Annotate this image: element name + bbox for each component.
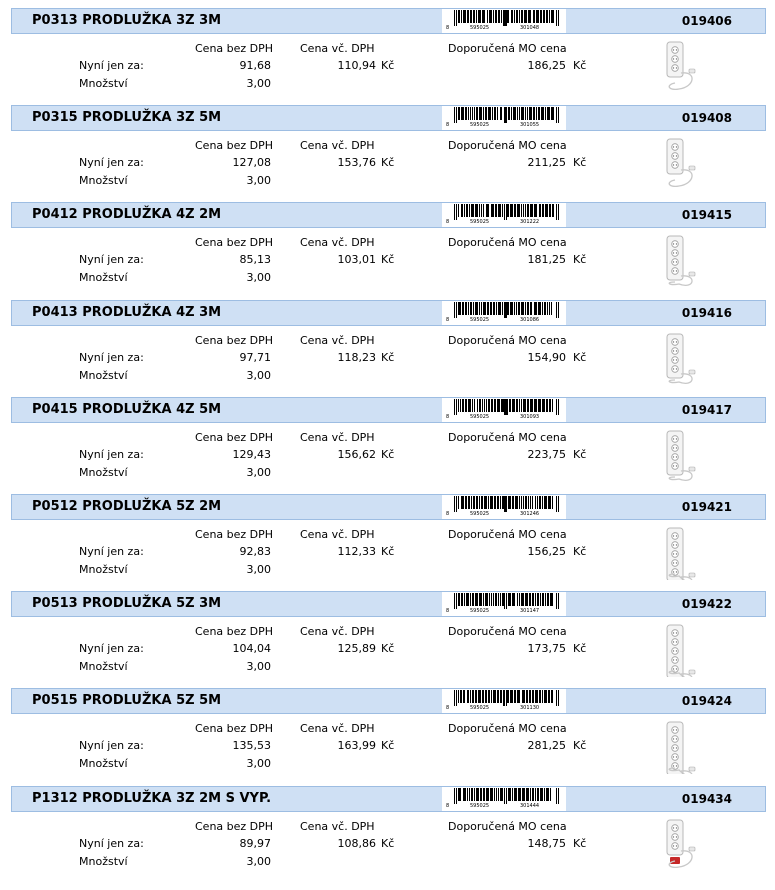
- price-gross-label: Cena vč. DPH: [300, 139, 375, 153]
- product-row: [0, 97, 775, 194]
- currency-label: Kč: [573, 447, 587, 461]
- barcode: [442, 203, 566, 227]
- quantity-label: Množství: [79, 77, 128, 90]
- barcode-right-digits: 301444: [520, 802, 540, 809]
- quantity-value: 3,00: [246, 757, 271, 771]
- barcode-bars: [446, 399, 560, 415]
- barcode-digit: 8: [446, 25, 450, 31]
- price-gross-value: 103,01: [337, 253, 376, 267]
- product-row: [0, 583, 775, 680]
- currency-label: Kč: [381, 739, 395, 753]
- quantity-label: Množství: [79, 562, 128, 576]
- barcode-right-digits: 301048: [520, 25, 540, 31]
- price-net-label: Cena bez DPH: [195, 722, 274, 736]
- product-code: 019417: [681, 402, 732, 417]
- product-header: [11, 300, 766, 326]
- price-net-label: Cena bez DPH: [195, 236, 274, 250]
- barcode: [442, 689, 566, 713]
- barcode-bars: [446, 10, 560, 26]
- barcode-right-digits: 301147: [520, 608, 540, 615]
- price-gross-value: 153,76: [337, 156, 376, 170]
- currency-label: Kč: [573, 836, 587, 850]
- barcode-left-digits: 595025: [470, 122, 490, 129]
- quantity-label: Množství: [79, 757, 128, 771]
- now-only-label: Nyní jen za:: [79, 350, 144, 364]
- recommended-price-value: 154,90: [527, 350, 566, 364]
- barcode-right-digits: 301086: [520, 316, 540, 323]
- recommended-price-value: 173,75: [527, 642, 566, 656]
- recommended-price-value: 156,25: [527, 544, 566, 558]
- barcode-bars: [446, 302, 560, 318]
- extension-cord-image[interactable]: [657, 38, 699, 94]
- quantity-label: Množství: [79, 174, 128, 188]
- extension-cord-image[interactable]: [657, 816, 699, 872]
- barcode-digit: 8: [446, 316, 450, 323]
- barcode: [442, 398, 566, 422]
- price-gross-value: 163,99: [337, 739, 376, 753]
- recommended-price-value: 148,75: [527, 836, 566, 850]
- price-gross-label: Cena vč. DPH: [300, 333, 375, 347]
- extension-cord-image[interactable]: [657, 232, 699, 288]
- price-net-value: 89,97: [239, 836, 271, 850]
- product-row: [0, 486, 775, 583]
- product-header: [11, 397, 766, 423]
- price-gross-value: 112,33: [337, 544, 376, 558]
- recommended-price-label: Doporučená MO cena: [448, 819, 567, 833]
- currency-label: Kč: [573, 544, 587, 558]
- product-title[interactable]: P0415 PRODLUŽKA 4Z 5M: [32, 401, 222, 417]
- barcode-left-digits: 595025: [470, 219, 490, 226]
- quantity-label: Množství: [79, 271, 128, 285]
- barcode-digit: 8: [446, 122, 450, 129]
- extension-cord-image[interactable]: [657, 718, 699, 774]
- product-code: 019415: [681, 208, 732, 223]
- quantity-label: Množství: [79, 465, 128, 479]
- currency-label: Kč: [381, 350, 395, 364]
- product-title[interactable]: P0515 PRODLUŽKA 5Z 5M: [32, 693, 222, 709]
- recommended-price-label: Doporučená MO cena: [448, 722, 567, 736]
- now-only-label: Nyní jen za:: [79, 836, 144, 850]
- barcode-right-digits: 301222: [520, 219, 540, 226]
- product-code: 019416: [681, 305, 732, 320]
- barcode-right-digits: 301130: [520, 705, 540, 712]
- quantity-value: 3,00: [246, 368, 271, 382]
- quantity-value: 3,00: [246, 562, 271, 576]
- now-only-label: Nyní jen za:: [79, 59, 144, 72]
- product-title[interactable]: P0315 PRODLUŽKA 3Z 5M: [32, 110, 222, 126]
- product-header: [11, 105, 766, 131]
- product-row: [0, 194, 775, 291]
- price-net-label: Cena bez DPH: [195, 819, 274, 833]
- recommended-price-label: Doporučená MO cena: [448, 139, 567, 153]
- product-code: 019408: [681, 111, 732, 126]
- price-gross-value: 125,89: [337, 642, 376, 656]
- product-header: [11, 786, 766, 812]
- extension-cord-image[interactable]: [657, 427, 699, 483]
- barcode-right-digits: 301246: [520, 510, 540, 517]
- currency-label: Kč: [573, 156, 587, 170]
- barcode-bars: [446, 788, 560, 804]
- price-gross-value: 108,86: [337, 836, 376, 850]
- product-title[interactable]: P0313 PRODLUŽKA 3Z 3M: [32, 13, 222, 28]
- product-code: 019406: [681, 14, 732, 28]
- extension-cord-image[interactable]: [657, 330, 699, 386]
- product-header: [11, 591, 766, 617]
- product-row: [0, 778, 775, 875]
- recommended-price-label: Doporučená MO cena: [448, 333, 567, 347]
- recommended-price-value: 281,25: [527, 739, 566, 753]
- now-only-label: Nyní jen za:: [79, 253, 144, 267]
- price-net-label: Cena bez DPH: [195, 625, 274, 639]
- barcode-right-digits: 301093: [520, 413, 540, 420]
- price-gross-value: 110,94: [337, 59, 376, 72]
- barcode: [442, 106, 566, 130]
- barcode-digit: 8: [446, 608, 450, 615]
- price-net-label: Cena bez DPH: [195, 42, 274, 55]
- product-code: 019434: [681, 791, 732, 806]
- barcode: [442, 9, 566, 33]
- product-title[interactable]: P1312 PRODLUŽKA 3Z 2M S VYP.: [32, 790, 272, 806]
- price-net-value: 91,68: [239, 59, 271, 72]
- quantity-value: 3,00: [246, 271, 271, 285]
- extension-cord-image[interactable]: [657, 621, 699, 677]
- price-net-value: 92,83: [239, 544, 271, 558]
- product-header: [11, 688, 766, 714]
- quantity-value: 3,00: [246, 854, 271, 868]
- currency-label: Kč: [381, 447, 395, 461]
- quantity-label: Množství: [79, 854, 128, 868]
- price-net-value: 85,13: [239, 253, 271, 267]
- barcode: [442, 301, 566, 325]
- quantity-label: Množství: [79, 368, 128, 382]
- price-gross-label: Cena vč. DPH: [300, 430, 375, 444]
- product-code: 019422: [681, 597, 732, 612]
- barcode-digit: 8: [446, 219, 450, 226]
- quantity-value: 3,00: [246, 660, 271, 674]
- barcode-digit: 8: [446, 802, 450, 809]
- now-only-label: Nyní jen za:: [79, 642, 144, 656]
- price-gross-value: 118,23: [337, 350, 376, 364]
- currency-label: Kč: [573, 739, 587, 753]
- now-only-label: Nyní jen za:: [79, 544, 144, 558]
- currency-label: Kč: [381, 642, 395, 656]
- recommended-price-label: Doporučená MO cena: [448, 625, 567, 639]
- product-row: [0, 680, 775, 777]
- currency-label: Kč: [381, 156, 395, 170]
- currency-label: Kč: [573, 253, 587, 267]
- price-net-value: 135,53: [232, 739, 271, 753]
- price-net-value: 104,04: [232, 642, 271, 656]
- barcode-left-digits: 595025: [470, 802, 490, 809]
- recommended-price-value: 186,25: [527, 59, 566, 72]
- recommended-price-value: 211,25: [527, 156, 566, 170]
- recommended-price-label: Doporučená MO cena: [448, 42, 567, 55]
- price-net-value: 97,71: [239, 350, 271, 364]
- currency-label: Kč: [573, 59, 587, 72]
- barcode-bars: [446, 690, 560, 706]
- barcode-left-digits: 595025: [470, 25, 490, 31]
- barcode-bars: [446, 496, 560, 512]
- price-gross-label: Cena vč. DPH: [300, 236, 375, 250]
- price-gross-label: Cena vč. DPH: [300, 625, 375, 639]
- product-header: [11, 202, 766, 228]
- quantity-value: 3,00: [246, 77, 271, 90]
- barcode: [442, 787, 566, 811]
- barcode-bars: [446, 107, 560, 123]
- price-gross-label: Cena vč. DPH: [300, 42, 375, 55]
- now-only-label: Nyní jen za:: [79, 739, 144, 753]
- barcode-right-digits: 301055: [520, 122, 540, 129]
- barcode-digit: 8: [446, 705, 450, 712]
- barcode-digit: 8: [446, 510, 450, 517]
- price-gross-label: Cena vč. DPH: [300, 527, 375, 541]
- price-gross-label: Cena vč. DPH: [300, 819, 375, 833]
- product-title[interactable]: P0512 PRODLUŽKA 5Z 2M: [32, 498, 222, 514]
- barcode-left-digits: 595025: [470, 413, 490, 420]
- currency-label: Kč: [573, 642, 587, 656]
- price-gross-value: 156,62: [337, 447, 376, 461]
- product-title[interactable]: P0513 PRODLUŽKA 5Z 3M: [32, 596, 222, 612]
- product-code: 019421: [681, 499, 732, 514]
- recommended-price-label: Doporučená MO cena: [448, 527, 567, 541]
- barcode: [442, 592, 566, 616]
- recommended-price-value: 223,75: [527, 447, 566, 461]
- barcode-bars: [446, 204, 560, 220]
- product-row: [0, 389, 775, 486]
- price-net-value: 127,08: [232, 156, 271, 170]
- barcode-left-digits: 595025: [470, 510, 490, 517]
- currency-label: Kč: [381, 544, 395, 558]
- barcode-left-digits: 595025: [470, 316, 490, 323]
- now-only-label: Nyní jen za:: [79, 156, 144, 170]
- recommended-price-label: Doporučená MO cena: [448, 430, 567, 444]
- quantity-value: 3,00: [246, 174, 271, 188]
- product-header: [11, 494, 766, 520]
- price-gross-label: Cena vč. DPH: [300, 722, 375, 736]
- extension-cord-image[interactable]: [657, 135, 699, 191]
- barcode-bars: [446, 593, 560, 609]
- currency-label: Kč: [381, 836, 395, 850]
- quantity-value: 3,00: [246, 465, 271, 479]
- product-row: [0, 292, 775, 389]
- recommended-price-value: 181,25: [527, 253, 566, 267]
- recommended-price-label: Doporučená MO cena: [448, 236, 567, 250]
- barcode-left-digits: 595025: [470, 608, 490, 615]
- barcode-left-digits: 595025: [470, 705, 490, 712]
- barcode-digit: 8: [446, 413, 450, 420]
- currency-label: Kč: [381, 59, 395, 72]
- barcode: [442, 495, 566, 519]
- product-title[interactable]: P0412 PRODLUŽKA 4Z 2M: [32, 207, 222, 223]
- price-net-label: Cena bez DPH: [195, 430, 274, 444]
- now-only-label: Nyní jen za:: [79, 447, 144, 461]
- price-net-label: Cena bez DPH: [195, 527, 274, 541]
- product-code: 019424: [681, 694, 732, 709]
- quantity-label: Množství: [79, 660, 128, 674]
- price-net-value: 129,43: [232, 447, 271, 461]
- product-header: [11, 8, 766, 34]
- extension-cord-image[interactable]: [657, 524, 699, 580]
- product-title[interactable]: P0413 PRODLUŽKA 4Z 3M: [32, 304, 222, 320]
- price-net-label: Cena bez DPH: [195, 333, 274, 347]
- product-row: [0, 0, 775, 97]
- currency-label: Kč: [381, 253, 395, 267]
- currency-label: Kč: [573, 350, 587, 364]
- price-net-label: Cena bez DPH: [195, 139, 274, 153]
